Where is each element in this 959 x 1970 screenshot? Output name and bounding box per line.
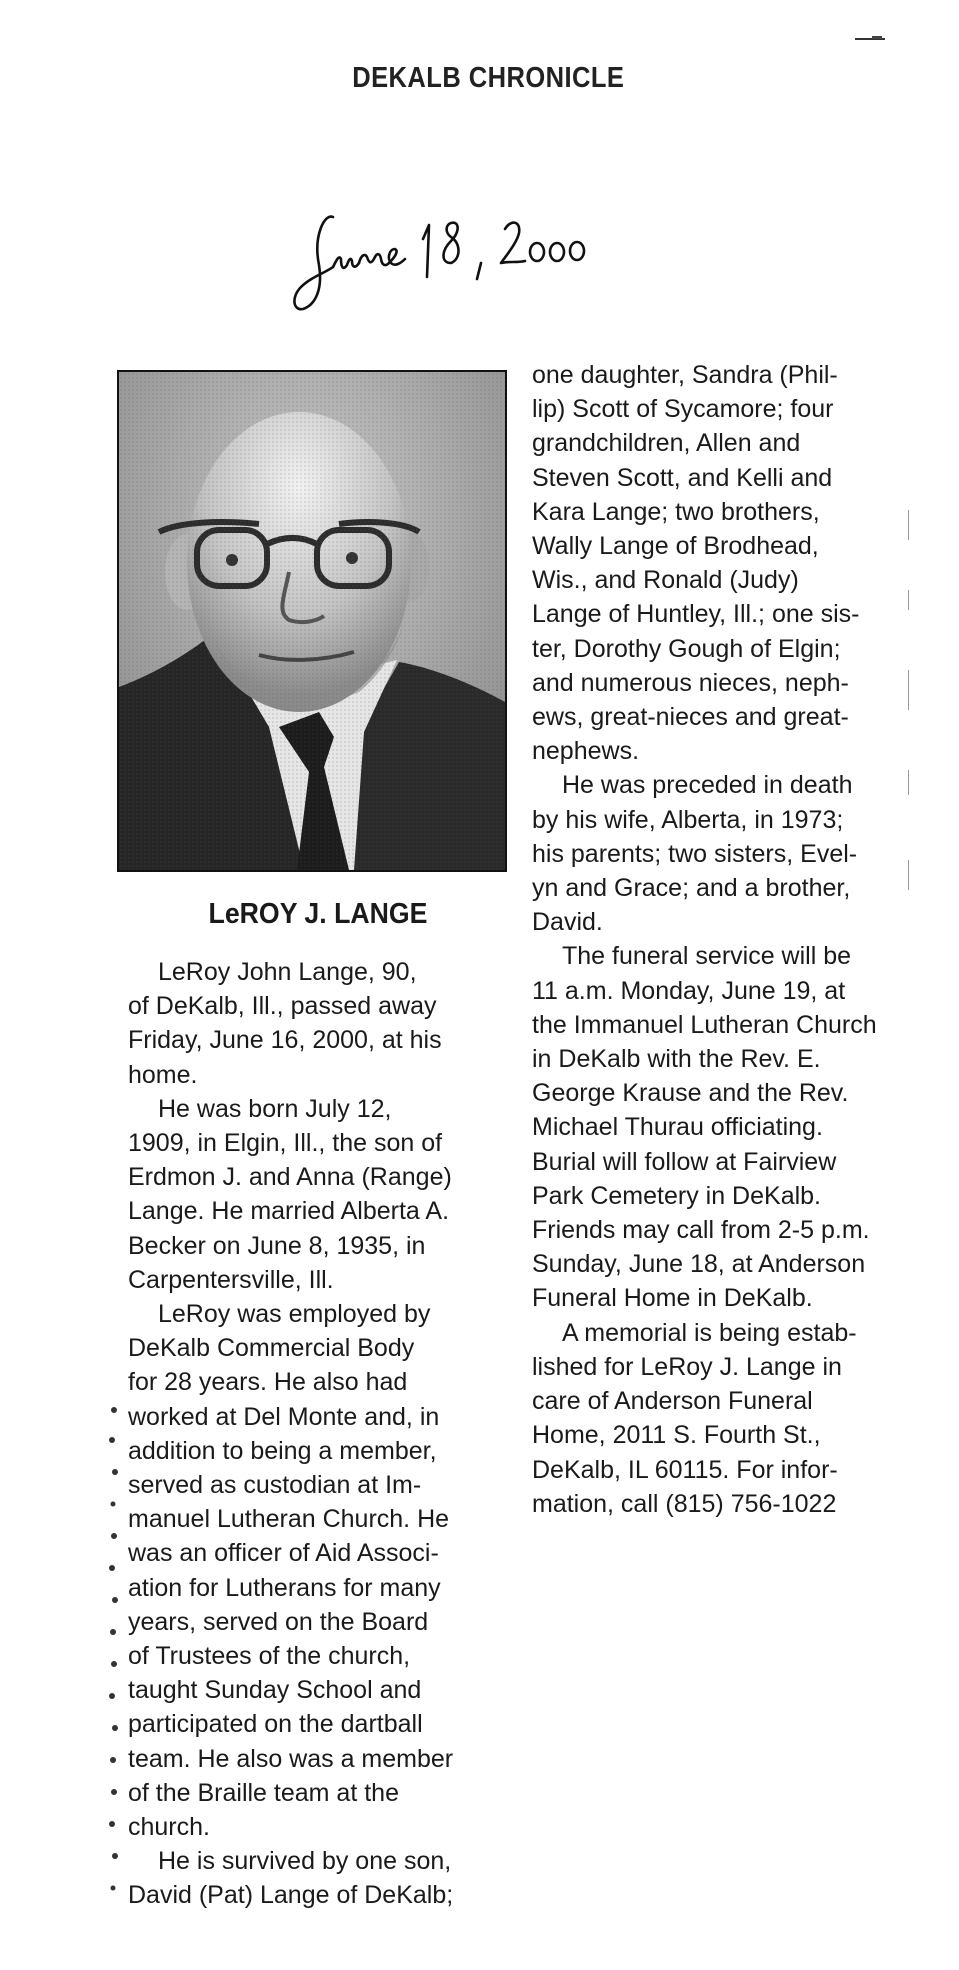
- obituary-text-line: Friday, June 16, 2000, at his: [128, 1026, 442, 1055]
- obituary-text-line: Lange. He married Alberta A.: [128, 1197, 450, 1226]
- obituary-text-line: David.: [532, 908, 603, 937]
- obituary-text-line: Home, 2011 S. Fourth St.,: [532, 1421, 821, 1450]
- obituary-text-line: ter, Dorothy Gough of Elgin;: [532, 634, 841, 663]
- obituary-text-line: David (Pat) Lange of DeKalb;: [128, 1881, 454, 1910]
- obituary-text-line: Park Cemetery in DeKalb.: [532, 1181, 822, 1210]
- obituary-text-line: of Trustees of the church,: [128, 1642, 411, 1671]
- obituary-text-line: Funeral Home in DeKalb.: [532, 1284, 813, 1313]
- obituary-text-line: Kara Lange; two brothers,: [532, 497, 820, 526]
- obituary-text-line: George Krause and the Rev.: [532, 1079, 849, 1108]
- obituary-text-line: his parents; two sisters, Evel-: [532, 839, 858, 868]
- obituary-text-line: one daughter, Sandra (Phil-: [532, 361, 838, 389]
- portrait-illustration: [119, 372, 505, 870]
- obituary-text-line: nephews.: [532, 737, 640, 766]
- obituary-text-line: Sunday, June 18, at Anderson: [532, 1250, 866, 1279]
- obituary-text-line: was an officer of Aid Associ-: [128, 1539, 439, 1568]
- obituary-text-line: Lange of Huntley, Ill.; one sis-: [532, 600, 860, 629]
- obituary-text-line: the Immanuel Lutheran Church: [532, 1010, 877, 1039]
- obituary-heading: LeROY J. LANGE: [208, 898, 428, 930]
- obituary-text-line: He was born July 12,: [158, 1094, 392, 1123]
- obituary-left-column: [128, 955, 453, 1913]
- obituary-right-column: [532, 358, 877, 1521]
- obituary-text-line: He is survived by one son,: [158, 1847, 452, 1876]
- obituary-text-line: care of Anderson Funeral: [532, 1387, 813, 1416]
- obituary-text-line: by his wife, Alberta, in 1973;: [532, 805, 844, 834]
- obituary-text-line: grandchildren, Allen and: [532, 429, 801, 458]
- obituary-text-line: mation, call (815) 756-1022: [532, 1489, 837, 1518]
- obituary-text-line: Steven Scott, and Kelli and: [532, 463, 833, 492]
- obituary-text-line: The funeral service will be: [562, 942, 852, 971]
- obituary-text-line: 11 a.m. Monday, June 19, at: [532, 976, 846, 1005]
- handwritten-date: [285, 205, 655, 315]
- obituary-text-line: in DeKalb with the Rev. E.: [532, 1045, 821, 1074]
- obituary-text-line: participated on the dartball: [128, 1710, 423, 1739]
- obituary-text-line: Carpentersville, Ill.: [128, 1265, 334, 1294]
- obituary-text-line: LeRoy was employed by: [158, 1300, 431, 1329]
- obituary-text-line: for 28 years. He also had: [128, 1368, 408, 1397]
- obituary-text-line: home.: [128, 1060, 198, 1089]
- obituary-text-line: ews, great-nieces and great-: [532, 703, 849, 732]
- obituary-text-line: lished for LeRoy J. Lange in: [532, 1352, 842, 1381]
- obituary-text-line: LeRoy John Lange, 90,: [158, 958, 417, 986]
- obituary-text-line: served as custodian at Im-: [128, 1471, 422, 1500]
- obituary-text-line: yn and Grace; and a brother,: [532, 874, 851, 903]
- obituary-text-line: manuel Lutheran Church. He: [128, 1505, 450, 1534]
- obituary-text-line: taught Sunday School and: [128, 1676, 422, 1705]
- obituary-text-line: addition to being a member,: [128, 1436, 437, 1465]
- obituary-text-line: worked at Del Monte and, in: [128, 1402, 440, 1431]
- scan-artifacts: [100, 1400, 130, 1900]
- obituary-text-line: Wis., and Ronald (Judy): [532, 566, 799, 595]
- obituary-text-line: lip) Scott of Sycamore; four: [532, 395, 834, 424]
- obituary-text-line: He was preceded in death: [562, 771, 853, 800]
- obituary-text-line: A memorial is being estab-: [562, 1318, 857, 1347]
- obituary-text-line: Erdmon J. and Anna (Range): [128, 1163, 452, 1192]
- portrait-photo: [117, 370, 507, 872]
- obituary-text-line: team. He also was a member: [128, 1744, 454, 1773]
- obituary-text-line: ation for Lutherans for many: [128, 1573, 441, 1602]
- obituary-text-line: church.: [128, 1813, 210, 1842]
- obituary-text-line: Burial will follow at Fairview: [532, 1147, 837, 1176]
- scan-artifacts: [907, 510, 911, 960]
- scan-mark: [872, 36, 882, 39]
- obituary-text-line: years, served on the Board: [128, 1607, 429, 1636]
- obituary-text-line: DeKalb, IL 60115. For infor-: [532, 1455, 838, 1484]
- obituary-text-line: of the Braille team at the: [128, 1778, 399, 1807]
- obituary-text-line: DeKalb Commercial Body: [128, 1334, 415, 1363]
- obituary-text-line: Friends may call from 2-5 p.m.: [532, 1216, 870, 1245]
- obituary-text-line: and numerous nieces, neph-: [532, 668, 849, 697]
- obituary-text-line: 1909, in Elgin, Ill., the son of: [128, 1129, 443, 1158]
- obituary-text-line: Becker on June 8, 1935, in: [128, 1231, 426, 1260]
- newspaper-masthead: DEKALB CHRONICLE: [352, 62, 625, 94]
- obituary-text-line: Michael Thurau officiating.: [532, 1113, 823, 1142]
- obituary-text-line: of DeKalb, Ill., passed away: [128, 992, 437, 1021]
- obituary-text-line: Wally Lange of Brodhead,: [532, 532, 819, 561]
